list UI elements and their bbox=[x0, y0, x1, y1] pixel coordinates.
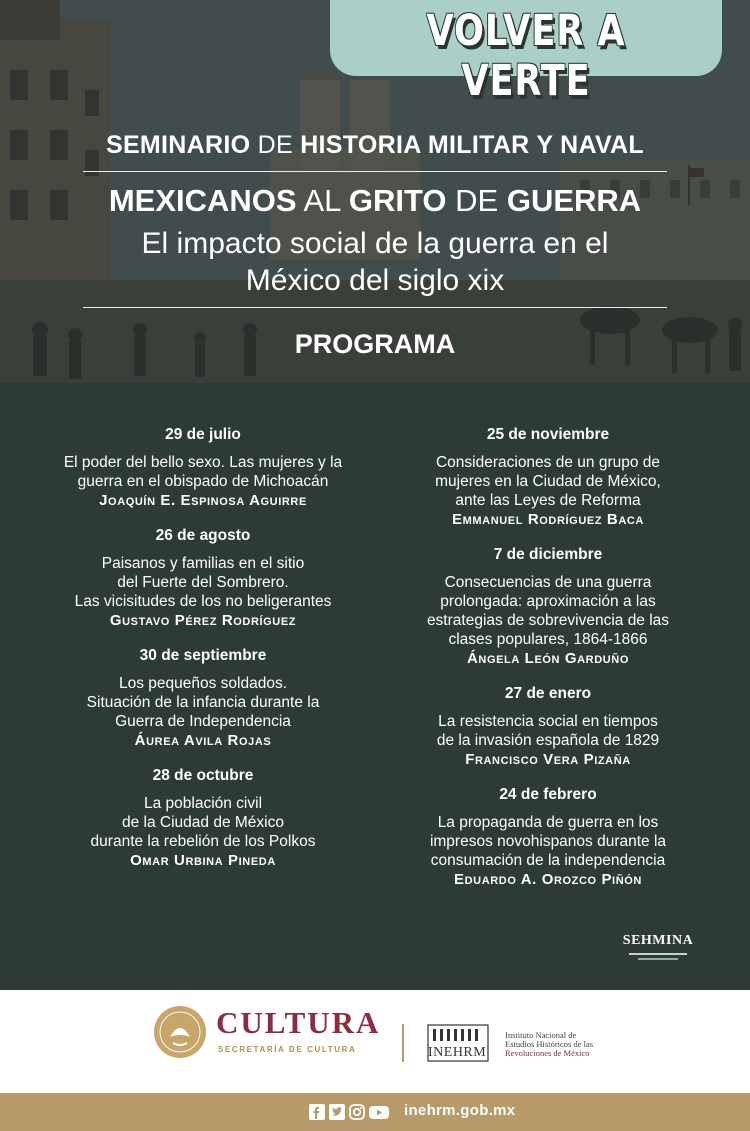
talk-line: guerra en el obispado de Michoacán bbox=[77, 473, 329, 490]
title-word: GRITO bbox=[348, 183, 447, 218]
talk-line: del Fuerte del Sombrero. bbox=[117, 574, 289, 591]
sehmina-underline bbox=[629, 953, 687, 955]
session-speaker: Ángela León Garduño bbox=[466, 650, 629, 667]
talk-line: clases populares, 1864-1866 bbox=[448, 631, 648, 648]
institute-line: Revoluciones de México bbox=[505, 1048, 590, 1058]
session-date: 25 de noviembre bbox=[486, 426, 610, 443]
talk-line: Los pequeños soldados. bbox=[118, 675, 288, 692]
talk-line: La población civil bbox=[143, 795, 263, 812]
institute-line: Estudios Históricos de las bbox=[505, 1039, 594, 1049]
talk-line: mujeres en la Ciudad de México, bbox=[435, 473, 661, 490]
hero-section bbox=[0, 0, 750, 383]
seminar-connector: DE bbox=[257, 131, 293, 159]
subtitle-line: México del siglo xix bbox=[245, 264, 505, 297]
session-speaker: Eduardo A. Orozco Piñón bbox=[454, 871, 642, 888]
talk-line: estrategias de sobrevivencia de las bbox=[426, 612, 670, 629]
session-speaker: Gustavo Pérez Rodríguez bbox=[109, 612, 297, 629]
session-talk bbox=[33, 674, 373, 731]
talk-line: La propaganda de guerra en los bbox=[437, 814, 659, 831]
session bbox=[378, 545, 718, 669]
talk-line: de la Ciudad de México bbox=[122, 814, 284, 831]
cultura-wordmark: CULTURA bbox=[216, 1005, 381, 1040]
session-date: 28 de octubre bbox=[152, 767, 254, 784]
session-date: 26 de agosto bbox=[155, 527, 251, 544]
session-speaker: Emmanuel Rodríguez Baca bbox=[452, 511, 644, 528]
program-column-right bbox=[378, 425, 718, 905]
session-speaker: Francisco Vera Pizaña bbox=[465, 751, 631, 768]
institute-line: Instituto Nacional de bbox=[505, 1030, 577, 1040]
program-section bbox=[0, 383, 750, 990]
talk-line: impresos novohispanos durante la bbox=[429, 833, 667, 850]
session bbox=[378, 785, 718, 890]
talk-line: durante la rebelión de los Polkos bbox=[90, 833, 316, 850]
inehrm-wordmark: INEHRM bbox=[428, 1045, 487, 1060]
session-date: 7 de diciembre bbox=[493, 546, 603, 563]
talk-line: prolongada: aproximación a las bbox=[440, 593, 656, 610]
talk-line: La resistencia social en tiempos bbox=[438, 713, 658, 730]
facebook-icon[interactable] bbox=[309, 1104, 325, 1120]
secretaria-label: SECRETARÍA DE CULTURA bbox=[218, 1045, 357, 1054]
session-date: 30 de septiembre bbox=[139, 647, 267, 664]
banner-text: VOLVER A VERTE bbox=[426, 6, 626, 106]
session bbox=[33, 425, 373, 511]
sehmina-logo bbox=[620, 933, 696, 967]
sehmina-underline bbox=[638, 958, 678, 960]
title-connector: DE bbox=[455, 183, 499, 218]
main-title bbox=[0, 183, 750, 219]
subtitle-line: El impacto social de la guerra en el bbox=[141, 227, 609, 260]
talk-line: Consecuencias de una guerra bbox=[444, 574, 652, 591]
session-talk bbox=[33, 554, 373, 611]
institute-name bbox=[505, 1031, 593, 1058]
talk-line: de la invasión española de 1829 bbox=[436, 732, 660, 749]
mexico-seal-icon bbox=[153, 1005, 207, 1059]
social-icons bbox=[309, 1104, 389, 1121]
session-speaker: Áurea Avila Rojas bbox=[134, 732, 272, 749]
programa-heading: PROGRAMA bbox=[294, 329, 456, 359]
session bbox=[33, 526, 373, 631]
logos-bar bbox=[0, 990, 750, 1093]
divider bbox=[83, 307, 667, 308]
session bbox=[378, 684, 718, 770]
title-connector: AL bbox=[303, 183, 341, 218]
talk-line: Situación de la infancia durante la bbox=[86, 694, 320, 711]
session-date: 27 de enero bbox=[504, 685, 592, 702]
session bbox=[378, 425, 718, 530]
logo-divider bbox=[402, 1024, 404, 1062]
seminar-word: HISTORIA MILITAR Y NAVAL bbox=[300, 131, 644, 159]
talk-line: Consideraciones de un grupo de bbox=[435, 454, 661, 471]
session-speaker: Joaquín E. Espinosa Aguirre bbox=[99, 492, 307, 509]
talk-line: consumación de la independencia bbox=[430, 852, 666, 869]
sehmina-wordmark: SEHMINA bbox=[622, 933, 694, 948]
talk-line: Paisanos y familias en el sitio bbox=[101, 555, 305, 572]
talk-line: ante las Leyes de Reforma bbox=[455, 492, 641, 509]
session bbox=[33, 646, 373, 751]
title-word: MEXICANOS bbox=[108, 183, 297, 218]
seminar-word: SEMINARIO bbox=[105, 131, 251, 159]
divider bbox=[83, 171, 667, 172]
footer bbox=[0, 1093, 750, 1131]
session-talk bbox=[378, 712, 718, 750]
session bbox=[33, 766, 373, 871]
volver-a-verte-banner bbox=[330, 0, 722, 106]
subtitle bbox=[0, 225, 750, 299]
seminar-title bbox=[0, 131, 750, 160]
twitter-icon[interactable] bbox=[329, 1104, 345, 1120]
session-talk bbox=[378, 573, 718, 649]
session-talk bbox=[33, 453, 373, 491]
session-date: 29 de julio bbox=[165, 426, 241, 443]
instagram-icon[interactable] bbox=[349, 1104, 365, 1120]
session-talk bbox=[378, 453, 718, 510]
talk-line: El poder del bello sexo. Las mujeres y la bbox=[63, 454, 343, 471]
talk-line: Guerra de Independencia bbox=[115, 713, 291, 730]
youtube-icon[interactable] bbox=[369, 1104, 389, 1120]
talk-line: Las vicisitudes de los no beligerantes bbox=[74, 593, 332, 610]
session-talk bbox=[33, 794, 373, 851]
title-word: GUERRA bbox=[506, 183, 642, 218]
session-speaker: Omar Urbina Pineda bbox=[130, 852, 276, 869]
session-talk bbox=[378, 813, 718, 870]
website-link[interactable]: inehrm.gob.mx bbox=[404, 1102, 516, 1119]
program-column-left bbox=[33, 425, 373, 886]
session-date: 24 de febrero bbox=[499, 786, 597, 803]
